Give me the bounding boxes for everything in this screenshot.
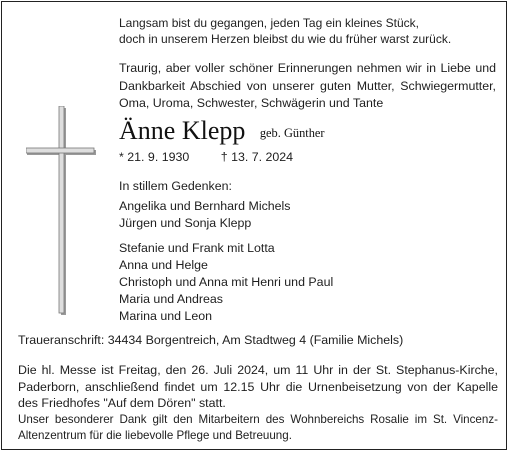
- intro-text: Traurig, aber voller schöner Erinnerungen nehmen wir in Liebe und Dankbarkeit Abschied von unserer guten Mutter, Schwiegermutter, Oma, Uroma, Schwester, Schwägerin und Tante: [119, 61, 496, 110]
- poem-line-1: Langsam bist du gegangen, jeden Tag ein kleines Stück,: [119, 16, 419, 30]
- mourner-line: Maria und Andreas: [119, 292, 224, 306]
- mourners-group-2: [119, 240, 333, 325]
- mourners-group-1: [119, 198, 291, 232]
- service-text: Die hl. Messe ist Freitag, den 26. Juli 2024, um 11 Uhr in der St. Stephanus-Kirche, Paderborn, anschließend findet um 12.15 Uhr die Urnenbeisetzung von der Kapelle des Friedhofes "Auf dem Dören" statt.: [18, 363, 498, 410]
- cross-body: [26, 106, 94, 313]
- mourner-line: Stefanie und Frank mit Lotta: [119, 241, 275, 255]
- deceased-name-line: [119, 115, 325, 151]
- poem-line-2: doch in unserem Herzen bleibst du wie du früher warst zurück.: [119, 32, 452, 46]
- mourner-line: Anna und Helge: [119, 258, 208, 272]
- mourner-line: Jürgen und Sonja Klepp: [119, 216, 252, 230]
- obituary-notice: [1, 1, 507, 450]
- mourner-line: Angelika und Bernhard Michels: [119, 199, 291, 213]
- birth-name: geb. Günther: [259, 126, 325, 140]
- deceased-name: Änne Klepp: [119, 116, 246, 145]
- mourner-line: Marina und Leon: [119, 309, 212, 323]
- mourning-address: Traueranschrift: 34434 Borgentreich, Am Stadtweg 4 (Familie Michels): [18, 333, 404, 347]
- thanks-text: Unser besonderer Dank gilt den Mitarbeitern des Wohnbereichs Rosalie im St. Vincenz-Altenzentrum für die liebevolle Pflege und Betreuung.: [18, 413, 498, 442]
- poem: [119, 15, 451, 47]
- life-dates: [119, 150, 293, 164]
- death-date: † 13. 7. 2024: [220, 150, 294, 164]
- mourner-line: Christoph und Anna mit Henri und Paul: [119, 275, 334, 289]
- birth-date: * 21. 9. 1930: [119, 150, 190, 164]
- mourners-heading: In stillem Gedenken:: [119, 179, 232, 193]
- latin-cross-icon: [26, 106, 96, 316]
